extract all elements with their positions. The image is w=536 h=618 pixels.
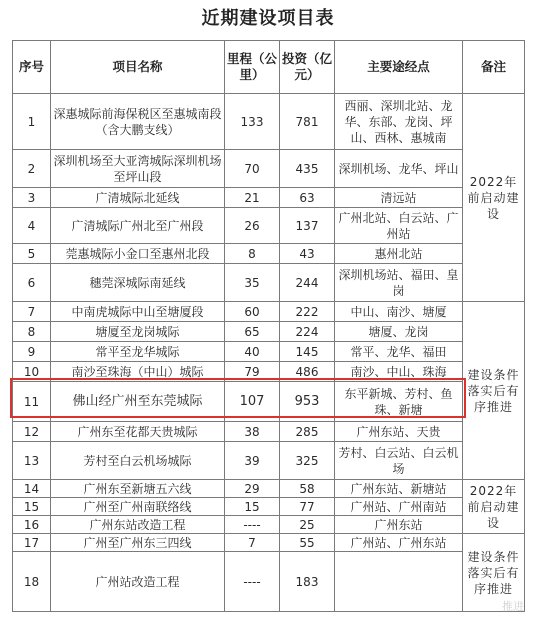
cell-stations: [335, 552, 463, 612]
cell-stations: 广州东站、天贵: [335, 422, 463, 442]
cell-remark: 建设条件落实后有序推进: [463, 302, 525, 480]
cell-stations: 广州北站、白云站、广州站: [335, 208, 463, 244]
cell-no: 3: [13, 188, 51, 208]
cell-investment: 63: [280, 188, 335, 208]
projects-table: [12, 40, 525, 612]
cell-remark: 建设条件落实后有序推进: [463, 534, 525, 612]
cell-name: 深惠城际前海保税区至惠城南段（含大鹏支线）: [51, 94, 225, 150]
cell-stations: 深圳机场站、福田、皇岗: [335, 264, 463, 302]
cell-name: 广州至广州南联络线: [51, 498, 225, 516]
cell-length: 70: [225, 150, 280, 188]
cell-stations: 塘厦、龙岗: [335, 322, 463, 342]
cell-investment: 25: [280, 516, 335, 534]
table-row: [13, 94, 525, 150]
cell-no: 11: [13, 382, 51, 422]
cell-no: 17: [13, 534, 51, 552]
cell-stations: 深圳机场、龙华、坪山: [335, 150, 463, 188]
cell-name: 广州站改造工程: [51, 552, 225, 612]
cell-investment: 435: [280, 150, 335, 188]
cell-no: 1: [13, 94, 51, 150]
cell-length: 8: [225, 244, 280, 264]
cell-length: 7: [225, 534, 280, 552]
cell-investment: 43: [280, 244, 335, 264]
cell-length: 40: [225, 342, 280, 362]
cell-length: ----: [225, 516, 280, 534]
cell-length: 107: [225, 382, 280, 422]
cell-length: 79: [225, 362, 280, 382]
cell-length: 133: [225, 94, 280, 150]
cell-length: 26: [225, 208, 280, 244]
cell-name: 广州东至花都天贵城际: [51, 422, 225, 442]
cell-name: 塘厦至龙岗城际: [51, 322, 225, 342]
cell-no: 9: [13, 342, 51, 362]
cell-stations: 广州东站、新塘站: [335, 480, 463, 498]
table-title: 近期建设项目表: [201, 8, 335, 29]
cell-no: 2: [13, 150, 51, 188]
cell-stations: 广州站、广州南站: [335, 498, 463, 516]
cell-investment: 486: [280, 362, 335, 382]
table-row: [13, 552, 525, 612]
table-row: [13, 264, 525, 302]
cell-investment: 244: [280, 264, 335, 302]
cell-stations: 东平新城、芳村、鱼珠、新塘: [335, 382, 463, 422]
cell-length: 21: [225, 188, 280, 208]
cell-investment: 58: [280, 480, 335, 498]
cell-length: 38: [225, 422, 280, 442]
cell-no: 4: [13, 208, 51, 244]
table-row: [13, 422, 525, 442]
cell-no: 6: [13, 264, 51, 302]
cell-no: 16: [13, 516, 51, 534]
table-row: [13, 208, 525, 244]
cell-name: 广清城际广州北至广州段: [51, 208, 225, 244]
cell-no: 10: [13, 362, 51, 382]
header-row: [13, 41, 525, 94]
table-row: [13, 534, 525, 552]
table-row: [13, 362, 525, 382]
cell-length: 39: [225, 442, 280, 480]
cell-stations: 常平、龙华、福田: [335, 342, 463, 362]
header-stations: 主要途经点: [335, 41, 463, 94]
cell-investment: 222: [280, 302, 335, 322]
header-no: 序号: [13, 41, 51, 94]
cell-length: 35: [225, 264, 280, 302]
cell-remark: 2022年前启动建设: [463, 480, 525, 534]
cell-stations: 中山、南沙、塘厦: [335, 302, 463, 322]
cell-no: 13: [13, 442, 51, 480]
cell-investment: 183: [280, 552, 335, 612]
table-row: [13, 498, 525, 516]
cell-no: 5: [13, 244, 51, 264]
table-row: [13, 382, 525, 422]
cell-investment: 781: [280, 94, 335, 150]
cell-investment: 55: [280, 534, 335, 552]
header-remark: 备注: [463, 41, 525, 94]
cell-name: 南沙至珠海（中山）城际: [51, 362, 225, 382]
cell-length: 65: [225, 322, 280, 342]
cell-no: 12: [13, 422, 51, 442]
cell-no: 8: [13, 322, 51, 342]
cell-name: 深圳机场至大亚湾城际深圳机场至坪山段: [51, 150, 225, 188]
cell-investment: 285: [280, 422, 335, 442]
cell-length: 29: [225, 480, 280, 498]
cell-investment: 137: [280, 208, 335, 244]
cell-stations: 清远站: [335, 188, 463, 208]
table-row: [13, 516, 525, 534]
cell-length: 15: [225, 498, 280, 516]
cell-no: 14: [13, 480, 51, 498]
cell-name: 佛山经广州至东莞城际: [51, 382, 225, 422]
cell-name: 中南虎城际中山至塘厦段: [51, 302, 225, 322]
cell-no: 15: [13, 498, 51, 516]
header-name: 项目名称: [51, 41, 225, 94]
cell-stations: 惠州北站: [335, 244, 463, 264]
cell-stations: 广州站、广州东站: [335, 534, 463, 552]
cell-remark: 2022年前启动建设: [463, 94, 525, 302]
cell-investment: 145: [280, 342, 335, 362]
table-row: [13, 480, 525, 498]
header-length: 里程（公里）: [225, 41, 280, 94]
table-row: [13, 188, 525, 208]
cell-investment: 77: [280, 498, 335, 516]
cell-name: 莞惠城际小金口至惠州北段: [51, 244, 225, 264]
cell-stations: 广州东站: [335, 516, 463, 534]
cell-investment: 325: [280, 442, 335, 480]
table-row: [13, 244, 525, 264]
cell-investment: 953: [280, 382, 335, 422]
cell-name: 常平至龙华城际: [51, 342, 225, 362]
cell-name: 广州东至新塘五六线: [51, 480, 225, 498]
table-row: [13, 302, 525, 322]
cell-stations: 南沙、中山、珠海: [335, 362, 463, 382]
table-row: [13, 150, 525, 188]
cell-stations: 芳村、白云站、白云机场: [335, 442, 463, 480]
cell-investment: 224: [280, 322, 335, 342]
cell-length: 60: [225, 302, 280, 322]
watermark: 推进: [502, 600, 524, 613]
table-row: [13, 442, 525, 480]
cell-name: 广清城际北延线: [51, 188, 225, 208]
cell-no: 7: [13, 302, 51, 322]
table-row: [13, 322, 525, 342]
cell-name: 广州至广州东三四线: [51, 534, 225, 552]
cell-stations: 西丽、深圳北站、龙华、东部、龙岗、坪山、西林、惠城南: [335, 94, 463, 150]
cell-name: 广州东站改造工程: [51, 516, 225, 534]
cell-no: 18: [13, 552, 51, 612]
table-row: [13, 342, 525, 362]
header-investment: 投资（亿元）: [280, 41, 335, 94]
cell-name: 穗莞深城际南延线: [51, 264, 225, 302]
cell-length: ----: [225, 552, 280, 612]
cell-name: 芳村至白云机场城际: [51, 442, 225, 480]
